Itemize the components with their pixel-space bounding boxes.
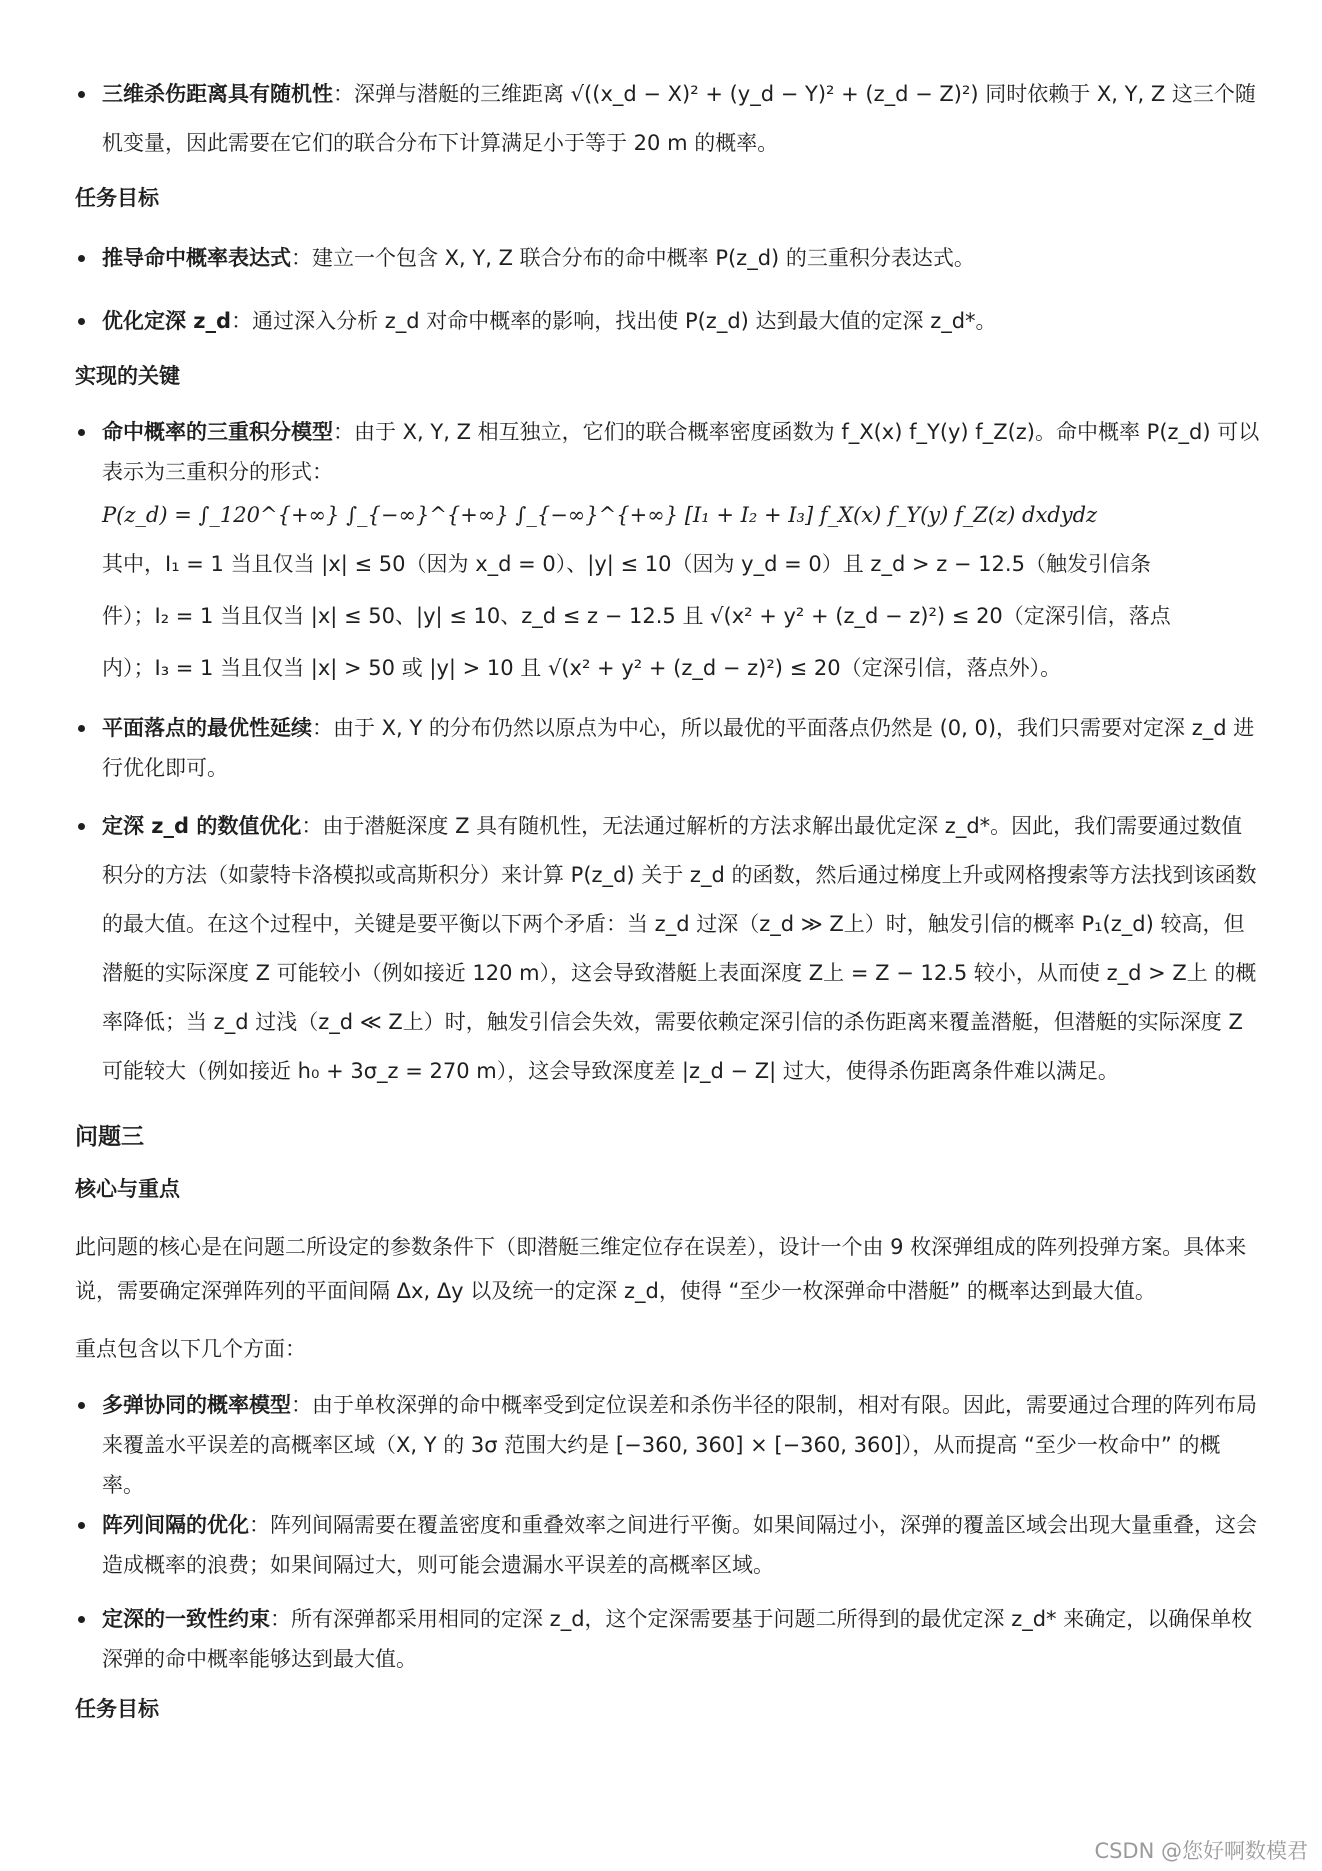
bullet-title: 命中概率的三重积分模型 (102, 420, 333, 444)
list-item-triple-integral-model (75, 412, 1260, 492)
heading-task-goals-3: 任务目标 (75, 1697, 159, 1721)
bullet-text: ：通过深入分析 z_d 对命中概率的影响，找出使 P(z_d) 达到最大值的定深 z_d*。 (231, 309, 997, 333)
formula-condition-line-2: 件）；I₂ = 1 当且仅当 |x| ≤ 50、|y| ≤ 10、z_d ≤ z − 12.5 且 √(x² + y² + (z_d − z)²) ≤ 20（定深引信，落点 (102, 604, 1171, 628)
bullet-title: 定深的一致性约束 (102, 1607, 270, 1631)
bullet-title: 优化定深 z_d (102, 309, 232, 333)
heading-key-points: 实现的关键 (75, 364, 180, 388)
list-item-3d-distance (75, 70, 1260, 168)
heading-core-and-focus: 核心与重点 (75, 1177, 180, 1201)
formula-condition-line-3: 内）；I₃ = 1 当且仅当 |x| > 50 或 |y| > 10 且 √(x² + y² + (z_d − z)²) ≤ 20（定深引信，落点外）。 (102, 656, 1062, 680)
list-item-derive-expression (75, 234, 1260, 283)
bullet-text: ：由于 X, Y 的分布仍然以原点为中心，所以最优的平面落点仍然是 (0, 0)，我们只需要对定深 z_d 进行优化即可。 (102, 716, 1255, 780)
formula-condition-line-1: 其中，I₁ = 1 当且仅当 |x| ≤ 50（因为 x_d = 0）、|y| ≤ 10（因为 y_d = 0）且 z_d > z − 12.5（触发引信条 (102, 552, 1151, 576)
bullet-title: 推导命中概率表达式 (102, 246, 291, 270)
bullet-text: ：由于潜艇深度 Z 具有随机性，无法通过解析的方法求解出最优定深 z_d*。因此，我们需要通过数值积分的方法（如蒙特卡洛模拟或高斯积分）来计算 P(z_d) 关于 z_d 的函数，然后通过梯度上升或网格搜索等方法找到该函数的最大值。在这个过程中，关键是要平衡以下两个矛盾：当 z_d 过深（z_d ≫ Z上）时，触发引信的概率 P₁(z_d) 较高，但潜艇的实际深度 Z 可能较小（例如接近 120 m），这会导致潜艇上表面深度 Z上 = Z − 12.5 较小，从而使 z_d > Z上 的概率降低；当 z_d 过浅（z_d ≪ Z上）时，触发引信会失效，需要依赖定深引信的杀伤距离来覆盖潜艇，但潜艇的实际深度 Z 可能较大（例如接近 h₀ + 3σ_z = 270 m），这会导致深度差 |z_d − Z| 过大，使得杀伤距离条件难以满足。 (102, 814, 1257, 1083)
list-item-depth-consistency (75, 1599, 1260, 1679)
bullet-text: ：由于 X, Y, Z 相互独立，它们的联合概率密度函数为 f_X(x) f_Y(y) f_Z(z)。命中概率 P(z_d) 可以表示为三重积分的形式： (102, 420, 1260, 484)
bullet-text: ：建立一个包含 X, Y, Z 联合分布的命中概率 P(z_d) 的三重积分表达式。 (291, 246, 975, 270)
list-item-multi-bomb-model (75, 1385, 1260, 1505)
bullet-title: 定深 z_d 的数值优化 (102, 814, 302, 838)
list-item-numerical-optimization (75, 802, 1260, 1096)
document-body (75, 70, 1260, 1723)
bullet-text: ：深弹与潜艇的三维距离 √((x_d − X)² + (y_d − Y)² + (z_d − Z)²) 同时依赖于 X, Y, Z 这三个随机变量，因此需要在它们的联合分布下计算满足小于等于 20 m 的概率。 (102, 82, 1256, 155)
bullet-text: ：由于单枚深弹的命中概率受到定位误差和杀伤半径的限制，相对有限。因此，需要通过合理的阵列布局来覆盖水平误差的高概率区域（X, Y 的 3σ 范围大约是 [−360, 360] × [−360, 360]），从而提高 “至少一枚命中” 的概率。 (102, 1393, 1257, 1497)
paragraph-core: 此问题的核心是在问题二所设定的参数条件下（即潜艇三维定位存在误差），设计一个由 9 枚深弹组成的阵列投弹方案。具体来说，需要确定深弹阵列的平面间隔 Δx, Δy 以及统一的定深 z_d，使得 “至少一枚深弹命中潜艇” 的概率达到最大值。 (75, 1235, 1247, 1303)
list-item-optimize-depth (75, 297, 1260, 346)
bullet-title: 三维杀伤距离具有随机性 (102, 82, 333, 106)
formula-hit-probability: P(z_d) = ∫_120^{+∞} ∫_{−∞}^{+∞} ∫_{−∞}^{+∞} [I₁ + I₂ + I₃] f_X(x) f_Y(y) f_Z(z) dxdydz (102, 503, 1098, 527)
bullet-text: ：所有深弹都采用相同的定深 z_d，这个定深需要基于问题二所得到的最优定深 z_d* 来确定，以确保单枚深弹的命中概率能够达到最大值。 (102, 1607, 1253, 1671)
list-item-array-spacing (75, 1505, 1260, 1585)
heading-task-goals: 任务目标 (75, 186, 159, 210)
bullet-title: 平面落点的最优性延续 (102, 716, 312, 740)
watermark: CSDN @您好啊数模君 (1094, 1839, 1308, 1863)
paragraph-focus-intro: 重点包含以下几个方面： (75, 1337, 306, 1361)
bullet-title: 阵列间隔的优化 (102, 1513, 249, 1537)
bullet-title: 多弹协同的概率模型 (102, 1393, 291, 1417)
list-item-optimal-landing-point (75, 708, 1260, 788)
bullet-text: ：阵列间隔需要在覆盖密度和重叠效率之间进行平衡。如果间隔过小，深弹的覆盖区域会出现大量重叠，这会造成概率的浪费；如果间隔过大，则可能会遗漏水平误差的高概率区域。 (102, 1513, 1257, 1577)
section-title-problem-3: 问题三 (75, 1124, 144, 1150)
